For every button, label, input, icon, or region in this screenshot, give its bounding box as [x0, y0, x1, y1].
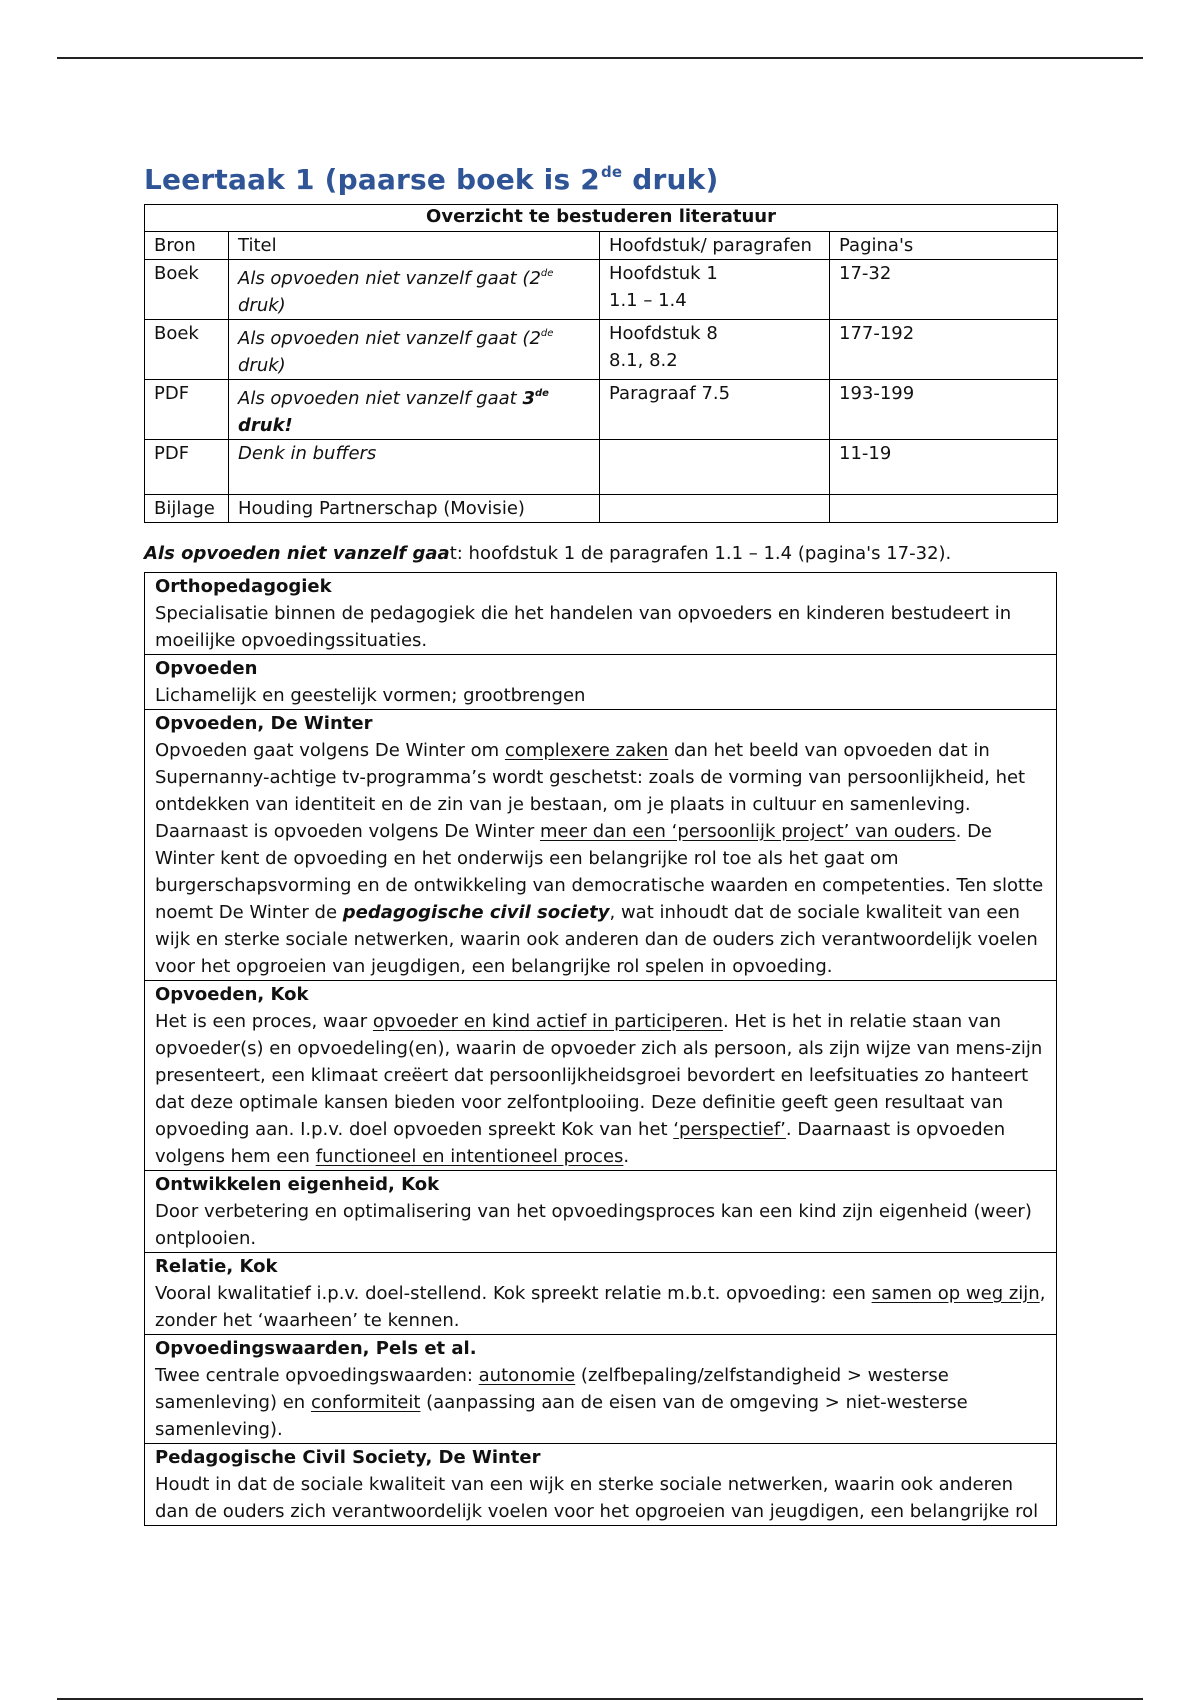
table-row: PDF Als opvoeden niet vanzelf gaat 3de druk! Paragraaf 7.5 193-199 [145, 380, 1058, 440]
definition-term: Ontwikkelen eigenheid, Kok [155, 1174, 440, 1195]
definition-text: Opvoeden gaat volgens De Winter om complexere zaken dan het beeld van opvoeden dat in Supernanny-achtige tv-programma’s wordt geschetst: zoals de vorming van persoonlijkheid, het ontdekken van identiteit en de zin van je bestaan, om je plaats in cultuur en samenleving. Daarnaast is opvoeden volgens De Winter meer dan een ‘persoonlijk project’ van ouders. De Winter kent de opvoeding en het onderwijs een belangrijke rol toe als het gaat om burgerschapsvorming en de ontwikkeling van democratische waarden en competenties. Ten slotte noemt De Winter de pedagogische civil society, wat inhoudt dat de sociale kwaliteit van een wijk en sterke sociale netwerken, waarin ook anderen dan de ouders zich verantwoordelijk voelen voor het opgroeien van jeugdigen, een belangrijke rol spelen in opvoeding. [155, 740, 1044, 977]
definition-term: Opvoeden, De Winter [155, 713, 373, 734]
literature-table-caption: Overzicht te bestuderen literatuur [145, 205, 1058, 232]
definition-text: Door verbetering en optimalisering van het opvoedingsproces kan een kind zijn eigenheid (weer) ontplooien. [155, 1201, 1032, 1249]
definition-text: Houdt in dat de sociale kwaliteit van een wijk en sterke sociale netwerken, waarin ook anderen dan de ouders zich verantwoordelijk voelen voor het opgroeien van jeugdigen, een belangrijke rol [155, 1474, 1039, 1522]
definition-row [145, 573, 1057, 655]
definition-text: Het is een proces, waar opvoeder en kind actief in participeren. Het is het in relatie staan van opvoeder(s) en opvoedeling(en), waarin de opvoeder zich als persoon, als zijn wijze van mens-zijn presenteert, een klimaat creëert dat persoonlijkheidsgroei bevordert en leefsituaties zo hanteert dat deze optimale kansen bieden voor zelfontplooiing. Deze definitie geeft geen resultaat van opvoeding aan. I.p.v. doel opvoeden spreekt Kok van het ‘perspectief’. Daarnaast is opvoeden volgens hem een functioneel en intentioneel proces. [155, 1011, 1043, 1167]
definitions-table [144, 572, 1057, 1526]
definition-text: Lichamelijk en geestelijk vormen; grootbrengen [155, 685, 586, 706]
table-row: Boek Als opvoeden niet vanzelf gaat (2de druk) Hoofdstuk 1 1.1 – 1.4 17-32 [145, 260, 1058, 320]
definition-row [145, 1444, 1057, 1526]
page-title: Leertaak 1 (paarse boek is 2de druk) [144, 163, 719, 196]
definition-term: Opvoedingswaarden, Pels et al. [155, 1338, 477, 1359]
definition-row [145, 710, 1057, 981]
definition-term: Opvoeden [155, 658, 258, 679]
definition-term: Opvoeden, Kok [155, 984, 309, 1005]
definition-text: Specialisatie binnen de pedagogiek die het handelen van opvoeders en kinderen bestudeert in moeilijke opvoedingssituaties. [155, 603, 1012, 651]
literature-table [144, 204, 1058, 523]
header-rule [57, 57, 1143, 59]
definition-term: Orthopedagogiek [155, 576, 332, 597]
table-row: PDF Denk in buffers 11-19 [145, 440, 1058, 495]
definition-row [145, 1253, 1057, 1335]
intro-line: Als opvoeden niet vanzelf gaat: hoofdstuk 1 de paragrafen 1.1 – 1.4 (pagina's 17-32). [144, 543, 952, 564]
definition-text: Twee centrale opvoedingswaarden: autonomie (zelfbepaling/zelfstandigheid > westerse samenleving) en conformiteit (aanpassing aan de eisen van de omgeving > niet-westerse samenleving). [155, 1365, 968, 1440]
table-row: Boek Als opvoeden niet vanzelf gaat (2de druk) Hoofdstuk 8 8.1, 8.2 177-192 [145, 320, 1058, 380]
definition-term: Pedagogische Civil Society, De Winter [155, 1447, 541, 1468]
table-header-row: Bron Titel Hoofdstuk/ paragrafen Pagina's [145, 232, 1058, 260]
definition-row [145, 1335, 1057, 1444]
definition-row [145, 1171, 1057, 1253]
definition-row [145, 655, 1057, 710]
definition-term: Relatie, Kok [155, 1256, 278, 1277]
definition-text: Vooral kwalitatief i.p.v. doel-stellend. Kok spreekt relatie m.b.t. opvoeding: een samen op weg zijn, zonder het ‘waarheen’ te kennen. [155, 1283, 1046, 1331]
table-row: Bijlage Houding Partnerschap (Movisie) [145, 495, 1058, 523]
definition-row [145, 981, 1057, 1171]
